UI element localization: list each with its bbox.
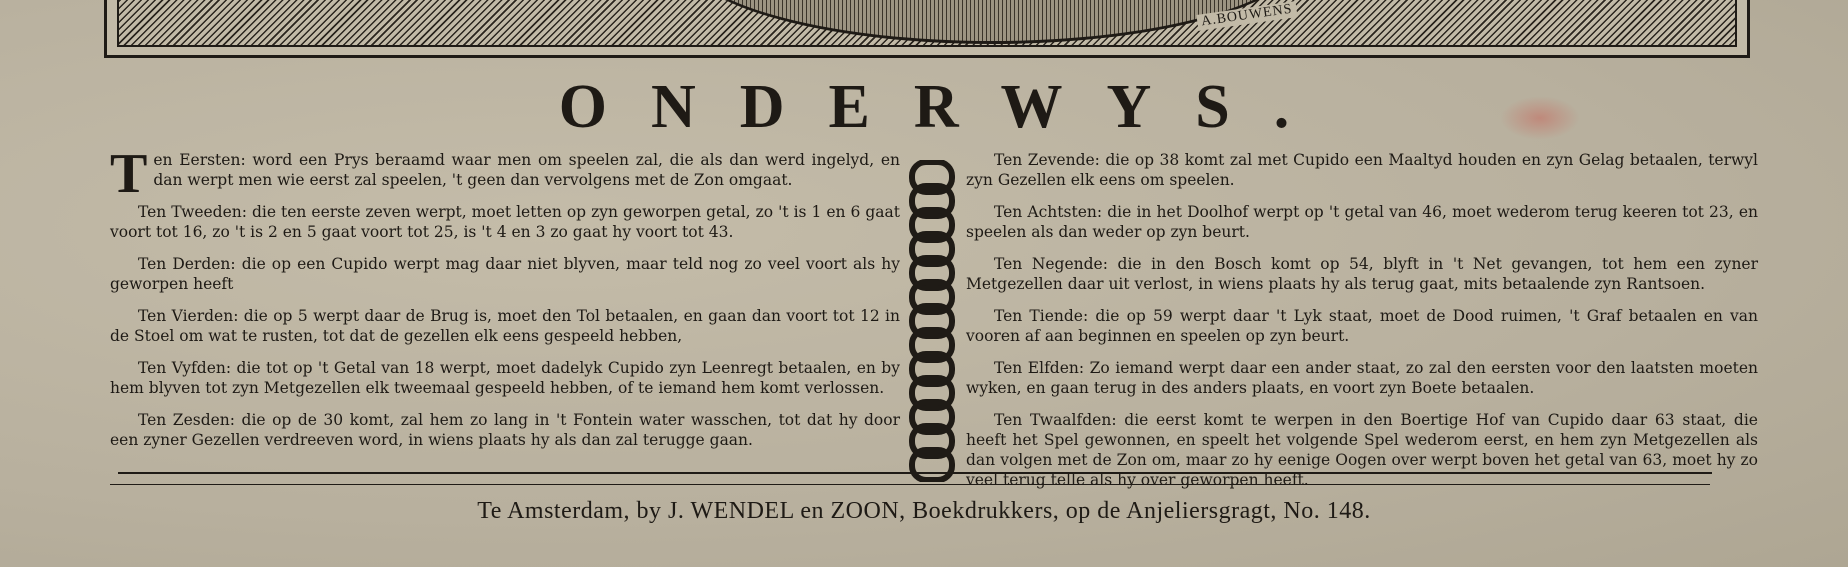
- rule-label: Ten Derden:: [138, 255, 236, 273]
- rule-3: [110, 254, 900, 294]
- rules-right-column: [966, 150, 1758, 502]
- engraved-border: [104, 0, 1750, 58]
- red-ink-stain: [1500, 96, 1580, 140]
- rule-12: [966, 410, 1758, 490]
- rule-9: [966, 254, 1758, 294]
- rule-11: [966, 358, 1758, 398]
- rule-text: die op 59 werpt daar 't Lyk staat, moet de Dood ruimen, 't Graf betaalen en van vooren af aan beginnen en speelen op zyn beurt.: [966, 307, 1758, 345]
- rule-text: die op de 30 komt, zal hem zo lang in 't Fontein water wasschen, tot dat hy door een zyner Gezellen verdreeven word, in wiens plaats hy als dan zal terugge gaan.: [110, 411, 901, 449]
- rule-text: die op een Cupido werpt mag daar niet blyven, maar teld nog zo veel voort als hy geworpen heeft: [110, 255, 900, 293]
- rule-label: Ten Twaalfden:: [994, 411, 1117, 429]
- rule-6: [110, 410, 900, 450]
- horizontal-rule: [118, 472, 1712, 474]
- rule-text: die eerst komt te werpen in den Boertige Hof van Cupido daar 63 staat, die heeft het Spel gewonnen, en speelt het volgende Spel wederom eerst, en hem zyn Metgezellen als dan volgen met de Zon om, maar zo hy eenige Oogen over werpt boven het getal van 63, moet hy zo veel terug telle als hy over geworpen heeft.: [966, 411, 1758, 489]
- rule-8: [966, 202, 1758, 242]
- dropcap-letter: T: [110, 143, 148, 205]
- rule-1: [110, 143, 901, 205]
- rule-text: die tot op 't Getal van 18 werpt, moet dadelyk Cupido zyn Leenregt betaalen, en by hem blyven tot zyn Metgezellen elk tweemaal gespeeld hebben, of te iemand hem komt verlossen.: [110, 359, 900, 397]
- rule-5: [110, 358, 900, 398]
- rule-label: Ten Negende:: [994, 255, 1108, 273]
- rule-label: Ten Tiende:: [994, 307, 1089, 325]
- rule-text: word een Prys beraamd waar men om speelen zal, die als dan werd ingelyd, en dan werpt men wie eerst zal speelen, 't geen dan vervolgens met de Zon omgaat.: [153, 151, 901, 189]
- rule-label: Ten Zesden:: [138, 411, 235, 429]
- rule-label: Ten Achtsten:: [994, 203, 1103, 221]
- engraver-signature: A.BOUWENS: [1196, 1, 1297, 31]
- rule-label: Ten Vierden:: [138, 307, 239, 325]
- rule-text: die op 5 werpt daar de Brug is, moet den Tol betaalen, en gaan dan voort tot 12 in de Stoel om wat te rusten, tot dat de gezellen elk eens gespeeld hebben,: [110, 307, 900, 345]
- rule-label: Ten Vyfden:: [138, 359, 232, 377]
- rule-text: die in het Doolhof werpt op 't getal van 46, moet wederom terug keeren tot 23, en speelen als dan weder op zyn beurt.: [966, 203, 1758, 241]
- rules-left-column: [110, 143, 901, 462]
- rule-label: Ten Zevende:: [994, 151, 1100, 169]
- printer-imprint: Te Amsterdam, by J. WENDEL en ZOON, Boekdrukkers, op de Anjeliersgragt, No. 148.: [477, 498, 1371, 524]
- hatched-frame: [117, 0, 1737, 47]
- horizontal-rule-thin: [110, 484, 1710, 485]
- rule-text: die ten eerste zeven werpt, moet letten op zyn geworpen getal, zo 't is 1 en 6 gaat voort tot 16, zo 't is 2 en 5 gaat voort tot 25, is 't 4 en 3 zo gaat hy voort tot 43.: [110, 203, 900, 241]
- rule-7: [966, 150, 1758, 190]
- rule-label: en Eersten:: [153, 151, 246, 169]
- rule-text: die in den Bosch komt op 54, blyft in 't Net gevangen, tot hem een zyner Metgezellen daar uit verlost, in wiens plaats hy als terug gaat, mits betaalende zyn Rantsoen.: [966, 255, 1759, 293]
- rule-2: [110, 202, 900, 242]
- rule-10: [966, 306, 1758, 346]
- rule-label: Ten Tweeden:: [138, 203, 247, 221]
- page-title: ONDERWYS.: [558, 73, 1334, 141]
- rule-text: Zo iemand werpt daar een ander staat, zo zal den eersten voor den laatsten moeten wyken, en gaan terug in des anders plaats, en voort zyn Boete betaalen.: [966, 359, 1758, 397]
- rule-label: Ten Elfden:: [994, 359, 1085, 377]
- rule-text: die op 38 komt zal met Cupido een Maaltyd houden en zyn Gelag betaalen, terwyl zyn Gezellen elk eens om speelen.: [966, 151, 1758, 189]
- chain-ornament-divider: [906, 160, 958, 482]
- rule-4: [110, 306, 900, 346]
